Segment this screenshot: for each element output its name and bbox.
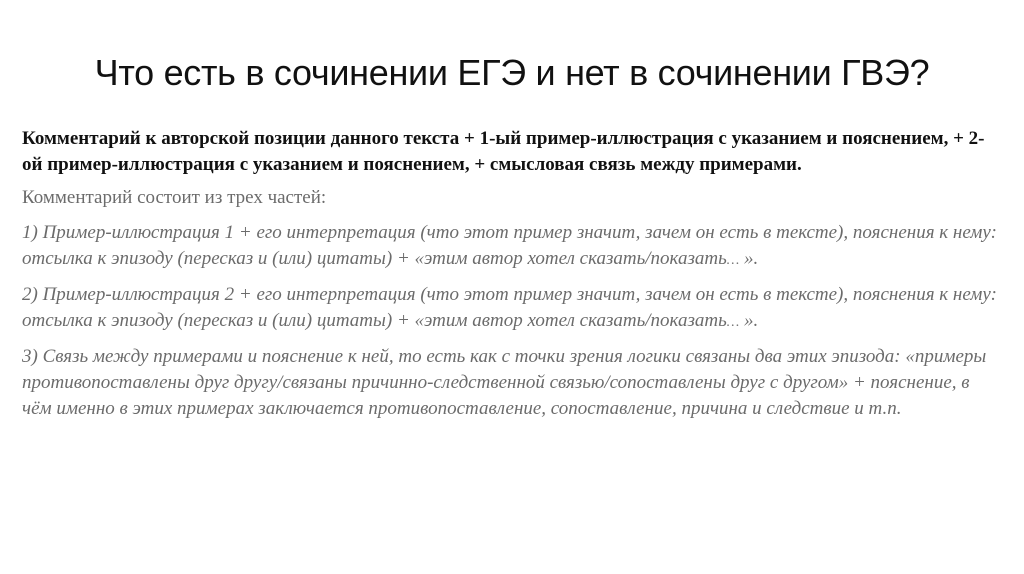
lead-paragraph: Комментарий к авторской позиции данного текста + 1-ый пример-иллюстрация с указанием и пояснением, + 2-ой пример-иллюстрация с указанием и пояснением, + смысловая связь между примерами. bbox=[22, 128, 985, 175]
list-item-1-ellipsis: … bbox=[726, 253, 740, 268]
list-item-2-ellipsis: … bbox=[726, 315, 740, 330]
list-item-2 bbox=[22, 282, 997, 336]
intro-paragraph: Комментарий состоит из трех частей: bbox=[22, 187, 327, 208]
list-item-3: 3) Связь между примерами и пояснение к ней, то есть как с точки зрения логики связаны два этих эпизода: «примеры противопоставлены друг другу/связаны причинно-следственной связью/сопоставлены друг с другом» + пояснение, в чём именно в этих примерах заключается противопоставление, сопоставление, причина и следствие и т.п. bbox=[22, 346, 987, 419]
list-item-2-text: 2) Пример-иллюстрация 2 + его интерпретация (что этот пример значит, зачем он есть в тексте), пояснения к нему: отсылка к эпизоду (пересказ и (или) цитаты) + «этим автор хотел сказать/показать bbox=[22, 284, 997, 331]
list-item-1 bbox=[22, 220, 997, 274]
slide-title: Что есть в сочинении ЕГЭ и нет в сочинении ГВЭ? bbox=[94, 52, 930, 93]
list-item-2-end: ». bbox=[739, 310, 759, 331]
list-item-1-text: 1) Пример-иллюстрация 1 + его интерпретация (что этот пример значит, зачем он есть в тексте), пояснения к нему: отсылка к эпизоду (пересказ и (или) цитаты) + «этим автор хотел сказать/показать bbox=[22, 222, 997, 269]
list-item-1-end: ». bbox=[739, 248, 759, 269]
slide-content bbox=[22, 126, 997, 430]
